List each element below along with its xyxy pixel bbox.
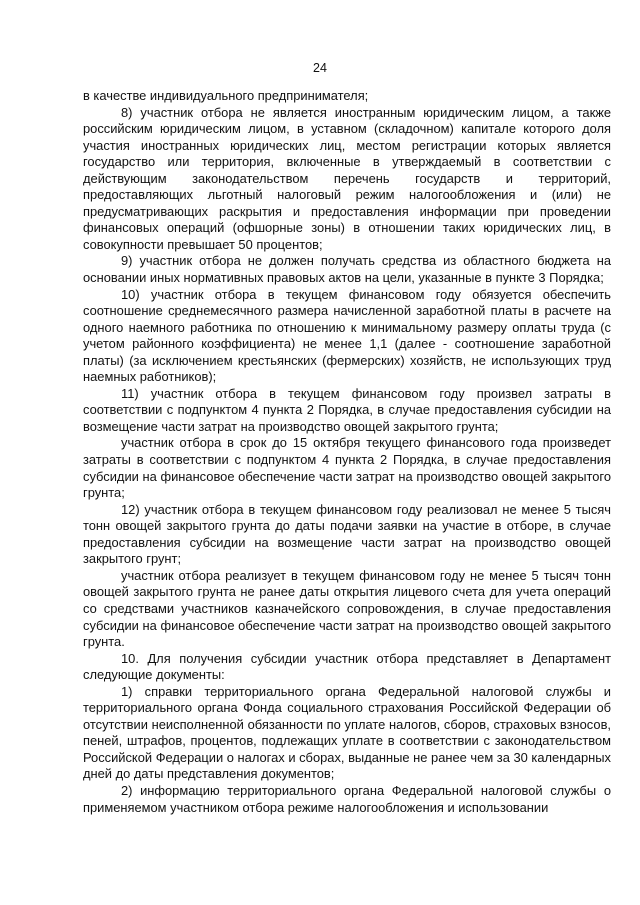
paragraph: 2) информацию территориального органа Федеральной налоговой службы о применяемом участником отбора режиме налогообложения и использовании [83, 782, 611, 815]
paragraph: 8) участник отбора не является иностранным юридическим лицом, а также российским юридическим лицом, в уставном (складочном) капитале которого доля участия иностранных юридических лиц, местом регистрации которых является государство или территория, включенные в утверждаемый в соответствии с действующим законодательством перечень государств и территорий, предоставляющих льготный налоговый режим налогообложения и (или) не предусматривающих раскрытия и предоставления информации при проведении финансовых операций (офшорные зоны) в отношении таких юридических лиц, в совокупности превышает 50 процентов; [83, 104, 611, 252]
paragraph: в качестве индивидуального предпринимателя; [83, 88, 369, 103]
paragraph: 1) справки территориального органа Федеральной налоговой службы и территориального органа Фонда социального страхования Российской Федерации об отсутствии неисполненной обязанности по уплате налогов, сборов, страховых взносов, пеней, штрафов, процентов, подлежащих уплате в соответствии с законодательством Российской Федерации о налогах и сборах, выданные не ранее чем за 30 календарных дней до даты представления документов; [83, 683, 611, 782]
paragraph: 10) участник отбора в текущем финансовом году обязуется обеспечить соотношение среднемесячного размера начисленной заработной платы в расчете на одного наемного работника по отношению к минимальному размеру оплаты труда (с учетом районного коэффициента) не менее 1,1 (далее - соотношение заработной платы) (за исключением крестьянских (фермерских) хозяйств, не использующих труд наемных работников); [83, 286, 611, 385]
page-number: 24 [313, 61, 327, 75]
paragraph: участник отбора в срок до 15 октября текущего финансового года произведет затраты в соответствии с подпунктом 4 пункта 2 Порядка, в случае предоставления субсидии на финансовое обеспечение части затрат на производство овощей закрытого грунта; [83, 435, 611, 501]
paragraph: 12) участник отбора в текущем финансовом году реализовал не менее 5 тысяч тонн овощей закрытого грунта до даты подачи заявки на участие в отборе, в случае предоставления субсидии на возмещение части затрат на производство овощей закрытого грунт; [83, 501, 611, 567]
paragraph: участник отбора реализует в текущем финансовом году не менее 5 тысяч тонн овощей закрытого грунта не ранее даты открытия лицевого счета для учета операций со средствами участников казначейского сопровождения, в случае предоставления субсидии на финансовое обеспечение части затрат на производство овощей закрытого грунта. [83, 567, 611, 650]
paragraph: 9) участник отбора не должен получать средства из областного бюджета на основании иных нормативных правовых актов на цели, указанные в пункте 3 Порядка; [83, 253, 611, 286]
paragraph: 11) участник отбора в текущем финансовом году произвел затраты в соответствии с подпунктом 4 пункта 2 Порядка, в случае предоставления субсидии на возмещение части затрат на производство овощей закрытого грунта; [83, 385, 611, 434]
paragraph: 10. Для получения субсидии участник отбора представляет в Департамент следующие документы: [83, 650, 611, 683]
document-body [83, 88, 611, 816]
